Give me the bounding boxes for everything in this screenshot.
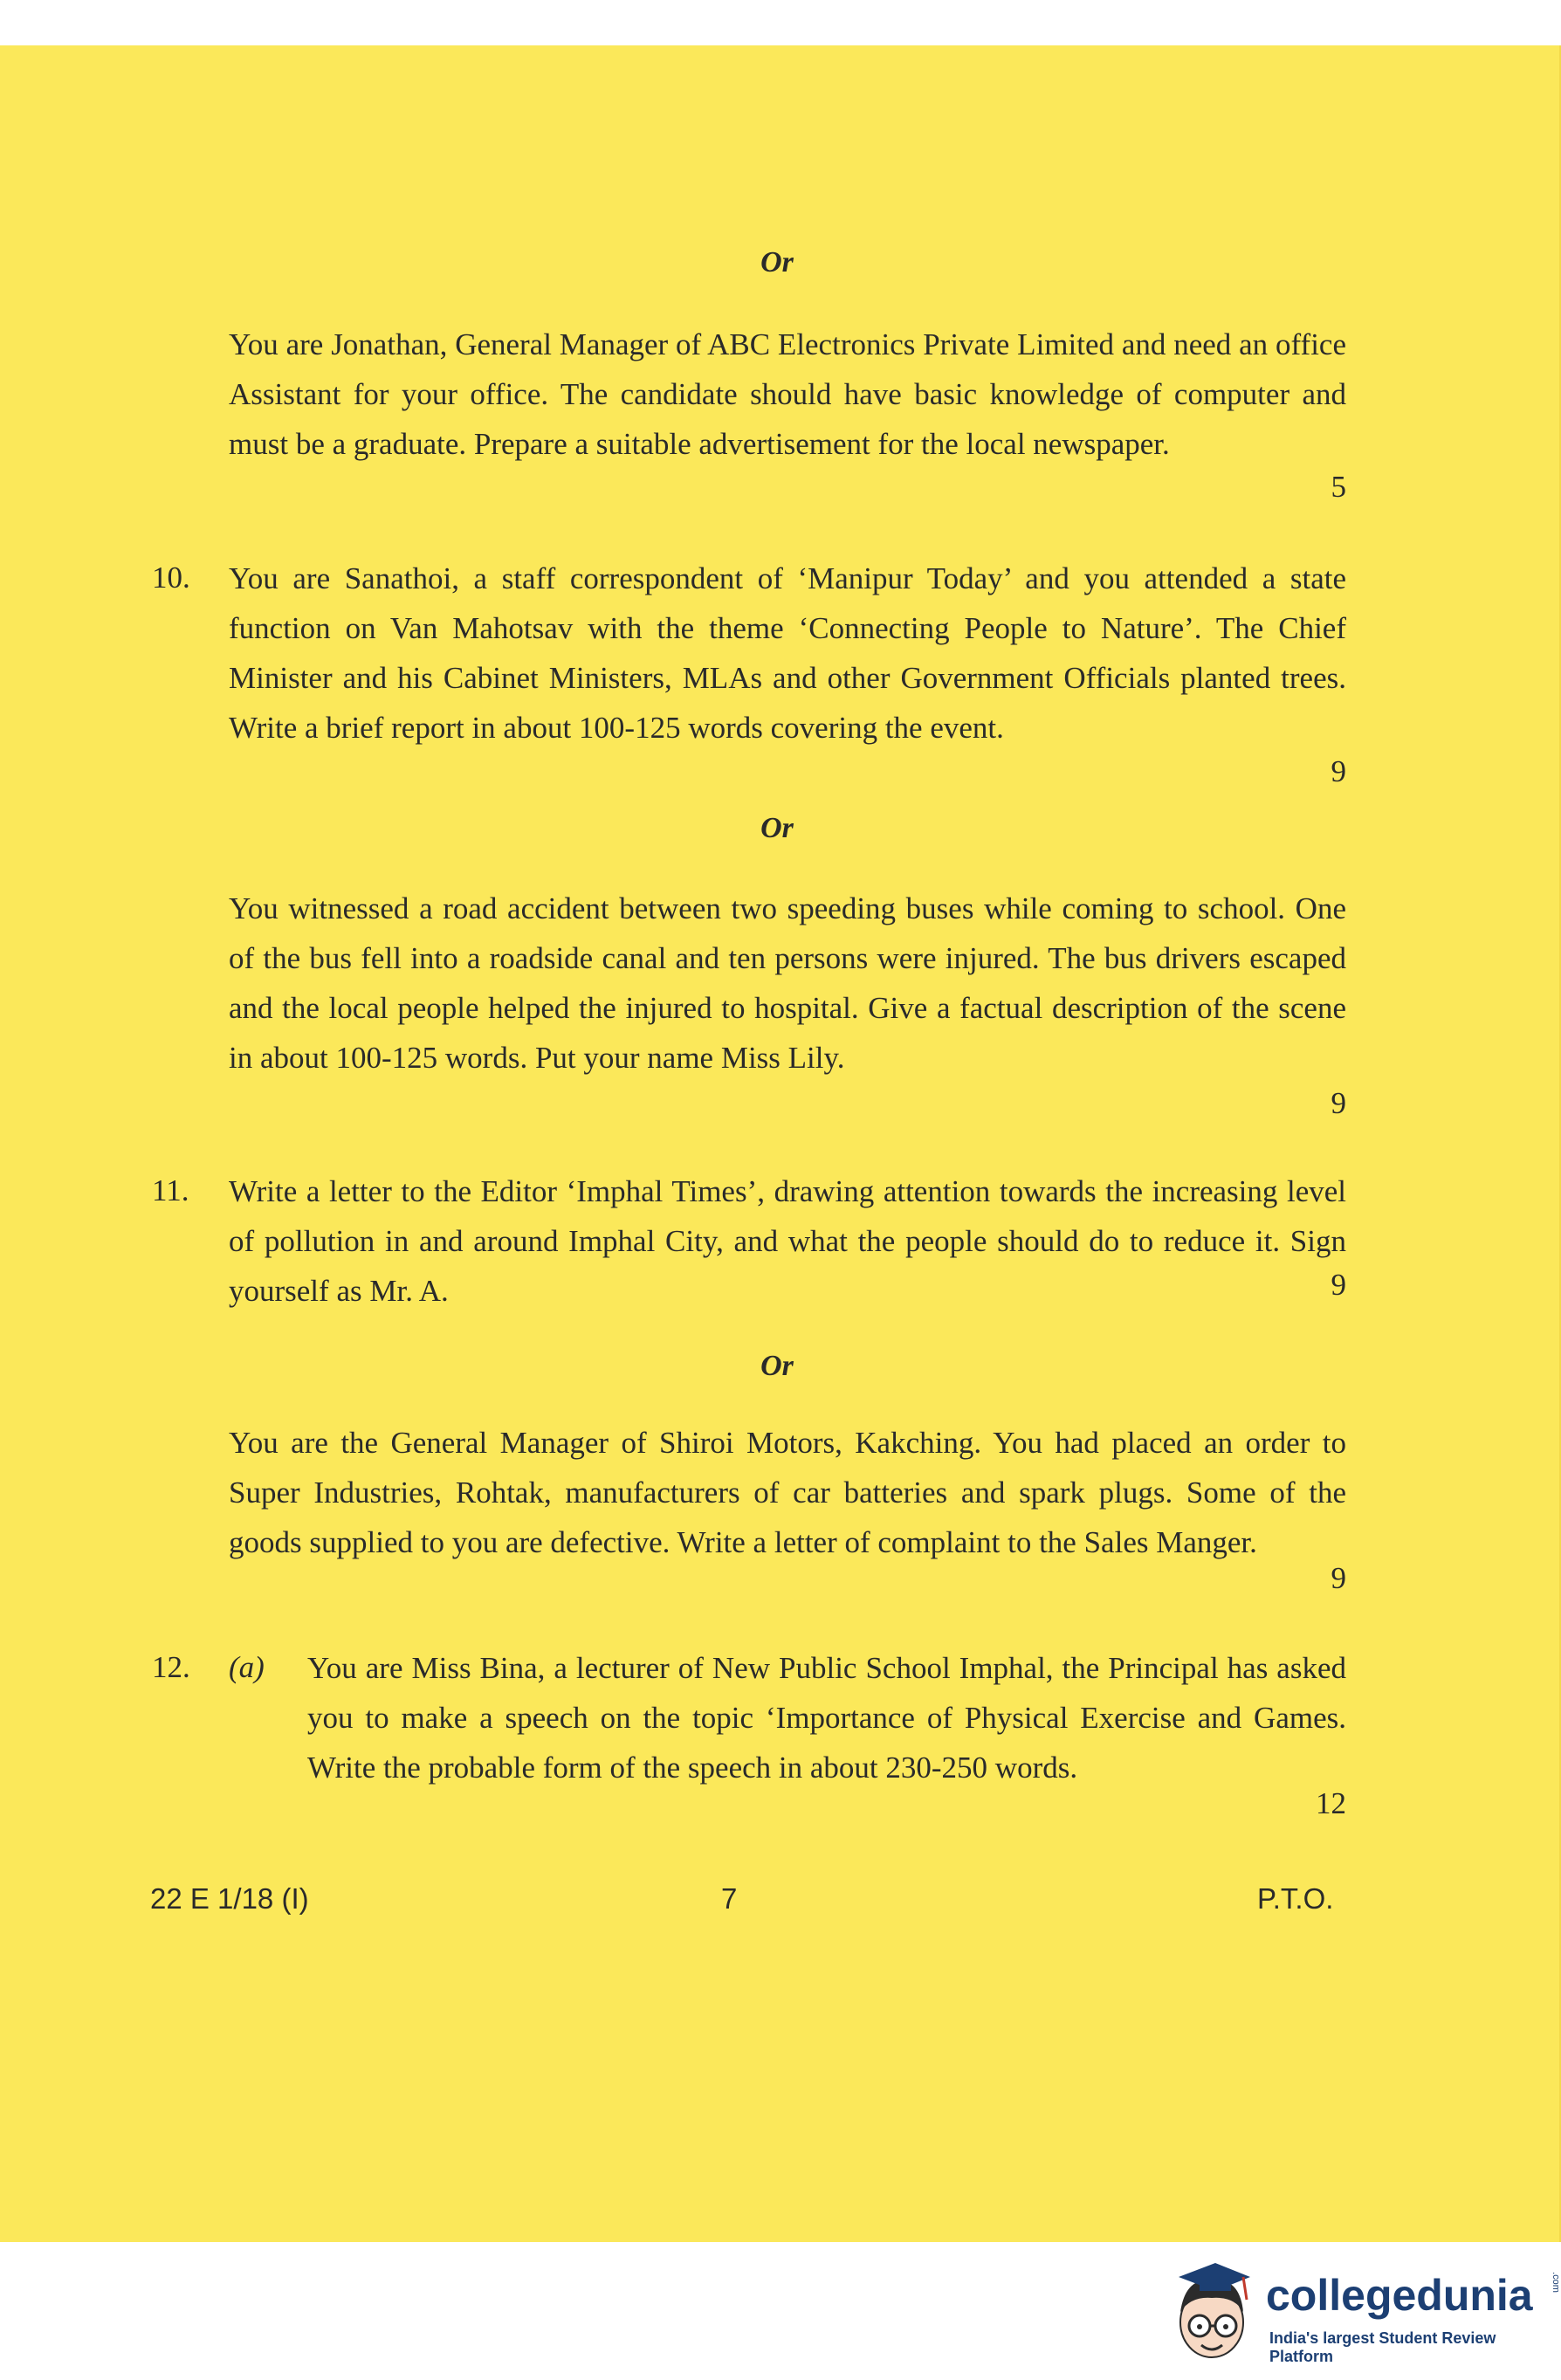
question-12a-text: You are Miss Bina, a lecturer of New Public School Imphal, the Principal has asked you to make a speech on the topic ‘Importance of Physical Exercise and Games. Write the probable form of the speech in about 230-250 words. xyxy=(307,1651,1346,1785)
question-11-text: Write a letter to the Editor ‘Imphal Times’, drawing attention towards the increasing level of pollution in and around Imphal City, and what the people should do to reduce it. Sign yourself as Mr. A. xyxy=(229,1174,1346,1308)
question-11-marks: 9 xyxy=(1331,1268,1346,1302)
question-10-alt-marks: 9 xyxy=(1331,1086,1346,1120)
paper-code: 22 E 1/18 (I) xyxy=(150,1882,309,1915)
logo-tagline: India's largest Student Review Platform xyxy=(1269,2329,1496,2365)
or-divider: Or xyxy=(760,1350,794,1382)
question-10-marks: 9 xyxy=(1331,754,1346,788)
question-10-text: You are Sanathoi, a staff correspondent of ‘Manipur Today’ and you attended a state function on Van Mahotsav with the theme ‘Connecting People to Nature’. The Chief Minister and his Cabinet Ministers, MLAs and other Government Officials planted trees. Write a brief report in about 100-125 words covering the event. xyxy=(229,561,1346,745)
page-number: 7 xyxy=(721,1882,738,1915)
advert-question-text: You are Jonathan, General Manager of ABC Electronics Private Limited and need an office Assistant for your office. The candidate should have basic knowledge of computer and must be a graduate. Prepare a suitable advertisement for the local newspaper. xyxy=(229,327,1346,461)
or-divider: Or xyxy=(760,812,794,844)
pto-label: P.T.O. xyxy=(1257,1882,1334,1915)
collegedunia-logo xyxy=(1159,2251,1561,2373)
question-12a-marks: 12 xyxy=(1316,1786,1346,1820)
logo-dotcom: .com xyxy=(1550,2272,1561,2293)
student-mascot-icon xyxy=(1159,2251,1264,2373)
logo-wordmark: collegedunia xyxy=(1266,2271,1533,2320)
question-10-alt-text: You witnessed a road accident between two speeding buses while coming to school. One of the bus fell into a roadside canal and ten persons were injured. The bus drivers escaped and the local people helped the injured to hospital. Give a factual description of the scene in about 100-125 words. Put your name Miss Lily. xyxy=(229,891,1346,1075)
question-part-label: (a) xyxy=(229,1650,265,1684)
question-number: 10. xyxy=(152,561,190,595)
question-number: 12. xyxy=(152,1650,190,1684)
advert-marks: 5 xyxy=(1331,470,1346,504)
question-number: 11. xyxy=(152,1173,189,1207)
or-divider: Or xyxy=(760,246,794,279)
question-11-alt-text: You are the General Manager of Shiroi Motors, Kakching. You had placed an order to Super Industries, Rohtak, manufacturers of car batteries and spark plugs. Some of the goods supplied to you are defective. Write a letter of complaint to the Sales Manger. xyxy=(229,1426,1346,1559)
question-11-alt-marks: 9 xyxy=(1331,1561,1346,1595)
